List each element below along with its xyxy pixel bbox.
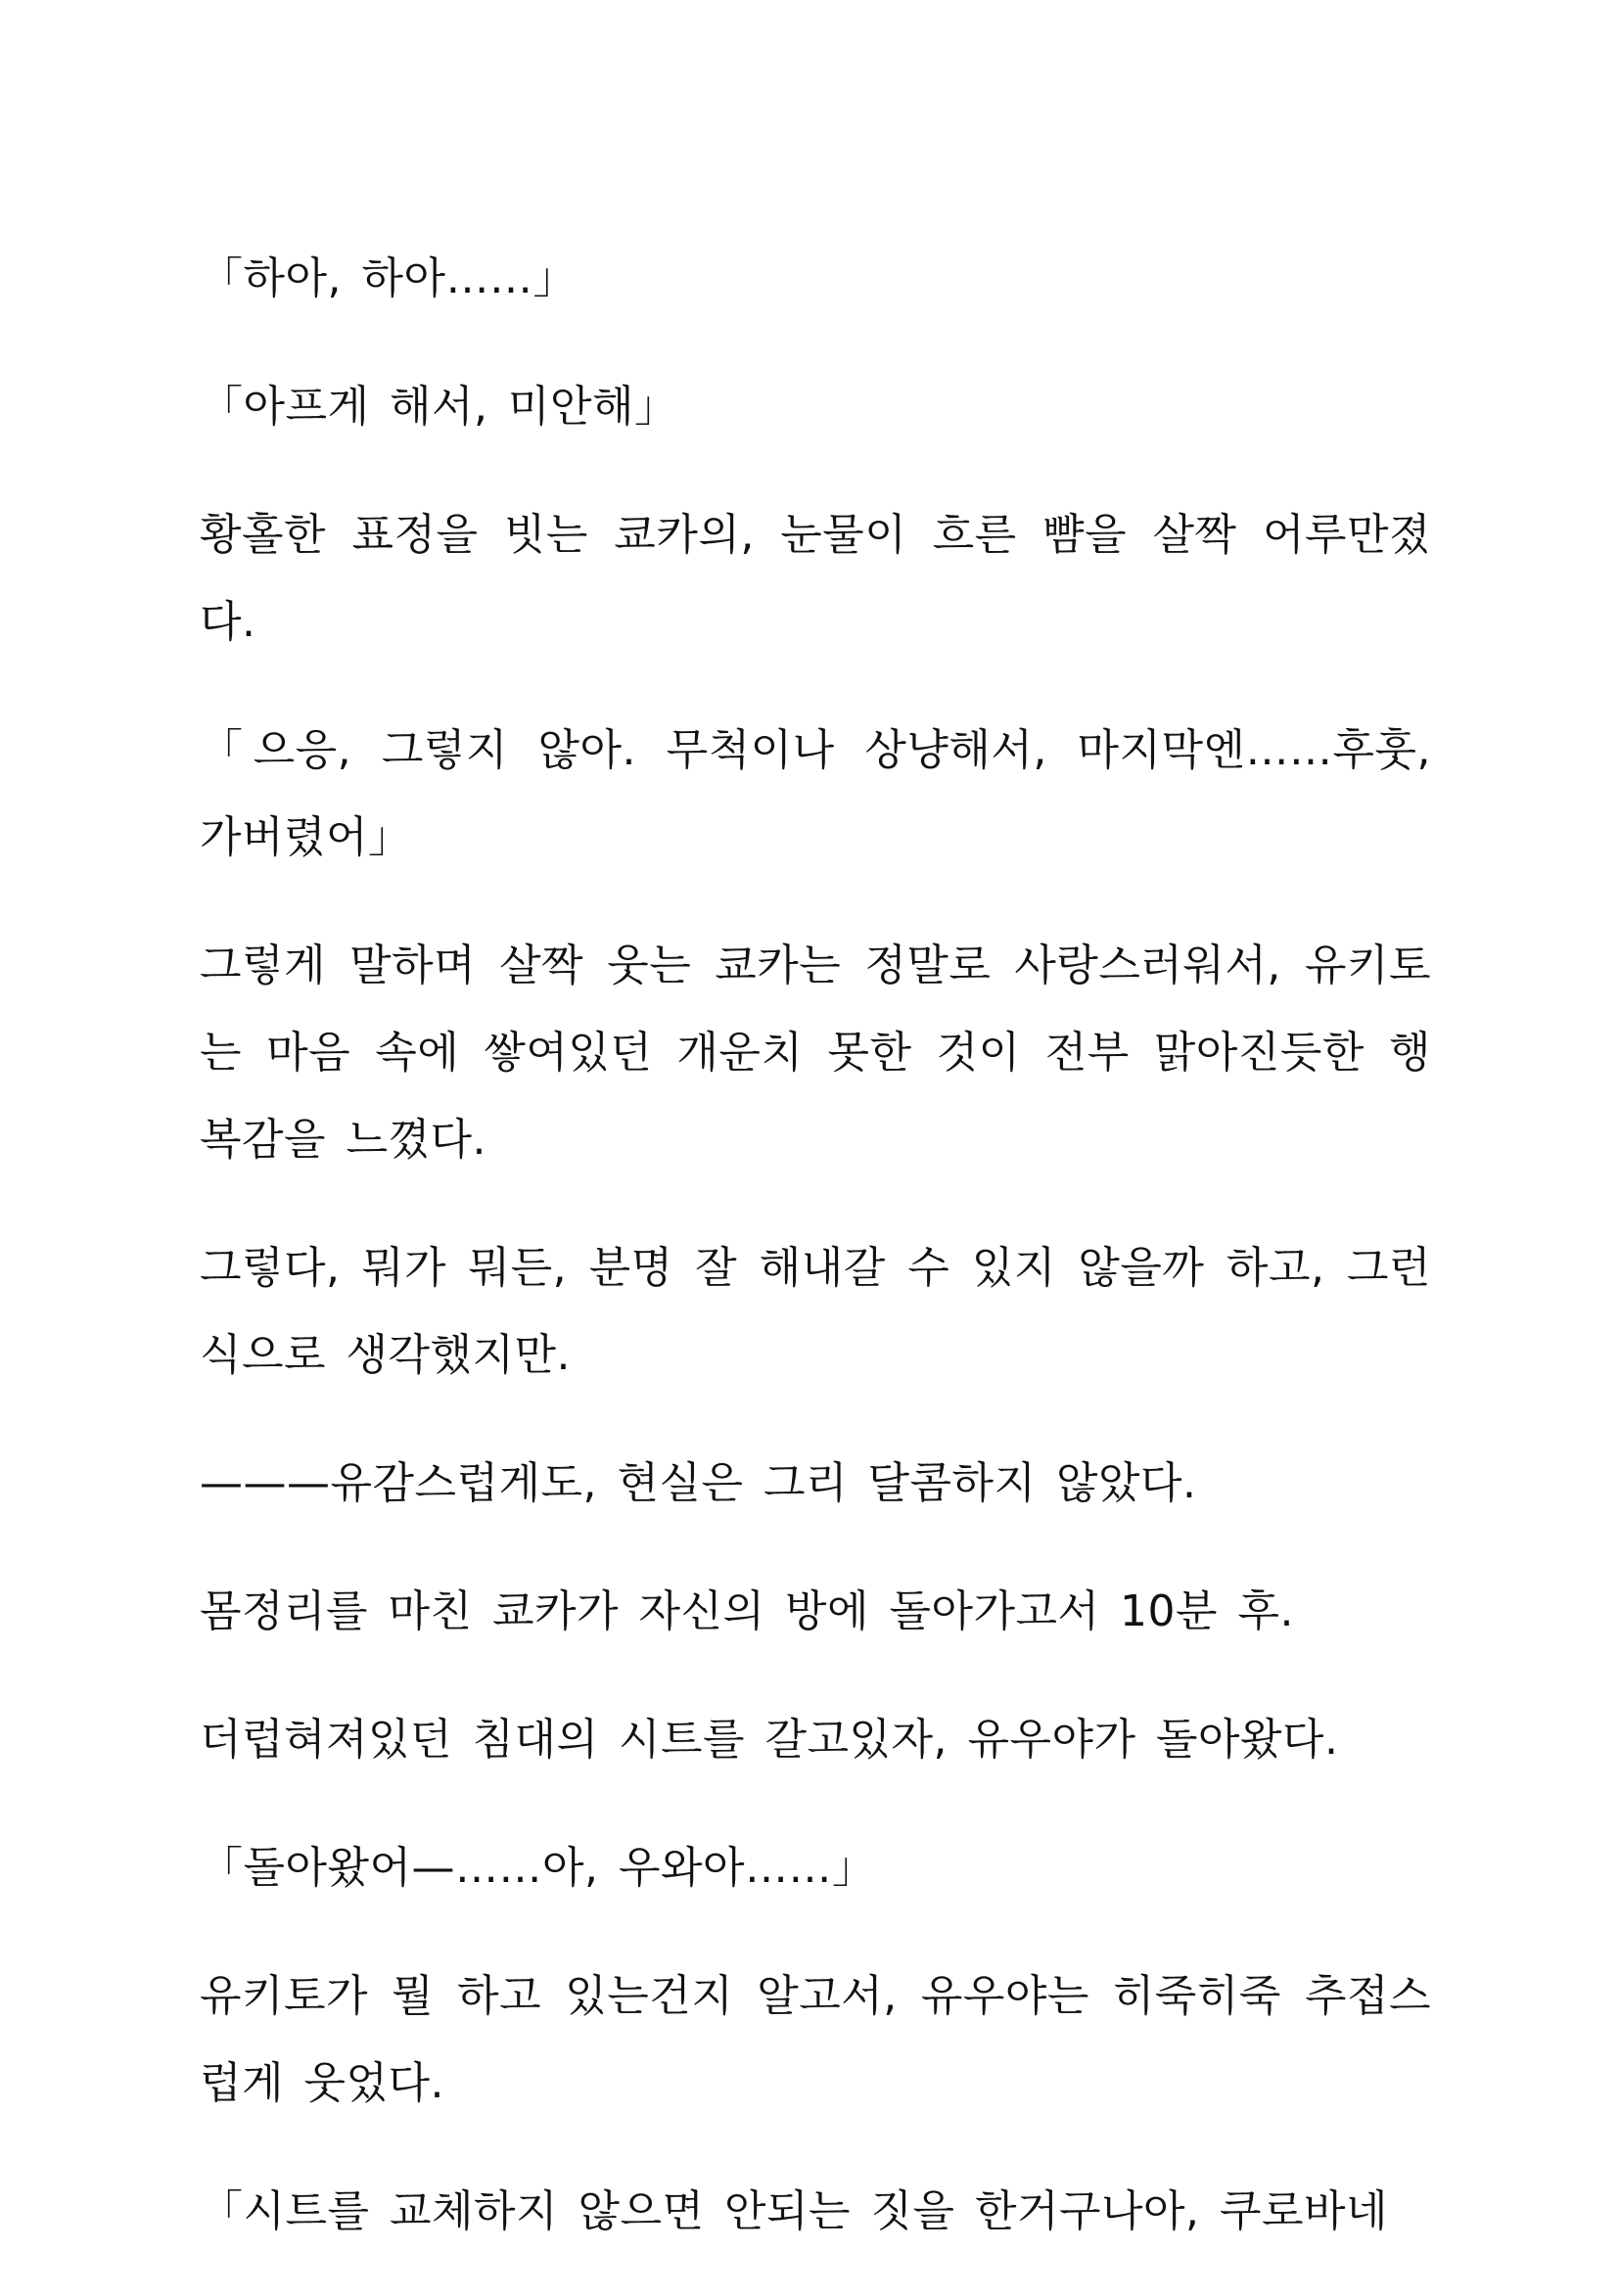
paragraph-1: 「하아, 하아……」 [200, 253, 577, 303]
paragraph-10: 「돌아왔어—……아, 우와아……」 [200, 1843, 876, 1893]
paragraph-9: 더럽혀져있던 침대의 시트를 갈고있자, 유우야가 돌아왔다. [200, 1715, 1339, 1765]
body-text [200, 235, 1431, 2296]
paragraph-5: 그렇게 말하며 살짝 웃는 쿄카는 정말로 사랑스러워서, 유키토는 마음 속에 쌓여있던 개운치 못한 것이 전부 맑아진듯한 행복감을 느꼈다. [200, 941, 1431, 1165]
paragraph-12: 「시트를 교체하지 않으면 안되는 짓을 한거구나아, 쿠로바네 [200, 2186, 1388, 2236]
paragraph-4: 「으응, 그렇지 않아. 무척이나 상냥해서, 마지막엔……후훗, 가버렸어」 [200, 725, 1431, 862]
paragraph-8: 몸정리를 마친 쿄카가 자신의 방에 돌아가고서 10분 후. [200, 1586, 1294, 1636]
paragraph-6: 그렇다, 뭐가 뭐든, 분명 잘 해내갈 수 있지 않을까 하고, 그런 식으로 생각했지만. [200, 1243, 1431, 1380]
paragraph-2: 「아프게 해서, 미안해」 [200, 382, 678, 432]
paragraph-11: 유키토가 뭘 하고 있는건지 알고서, 유우야는 히죽히죽 추접스럽게 웃었다. [200, 1971, 1431, 2108]
paragraph-3: 황홀한 표정을 빗는 쿄카의, 눈물이 흐른 뺨을 살짝 어루만졌다. [200, 510, 1431, 647]
paragraph-7: ———유감스럽게도, 현실은 그리 달콤하지 않았다. [200, 1458, 1197, 1508]
